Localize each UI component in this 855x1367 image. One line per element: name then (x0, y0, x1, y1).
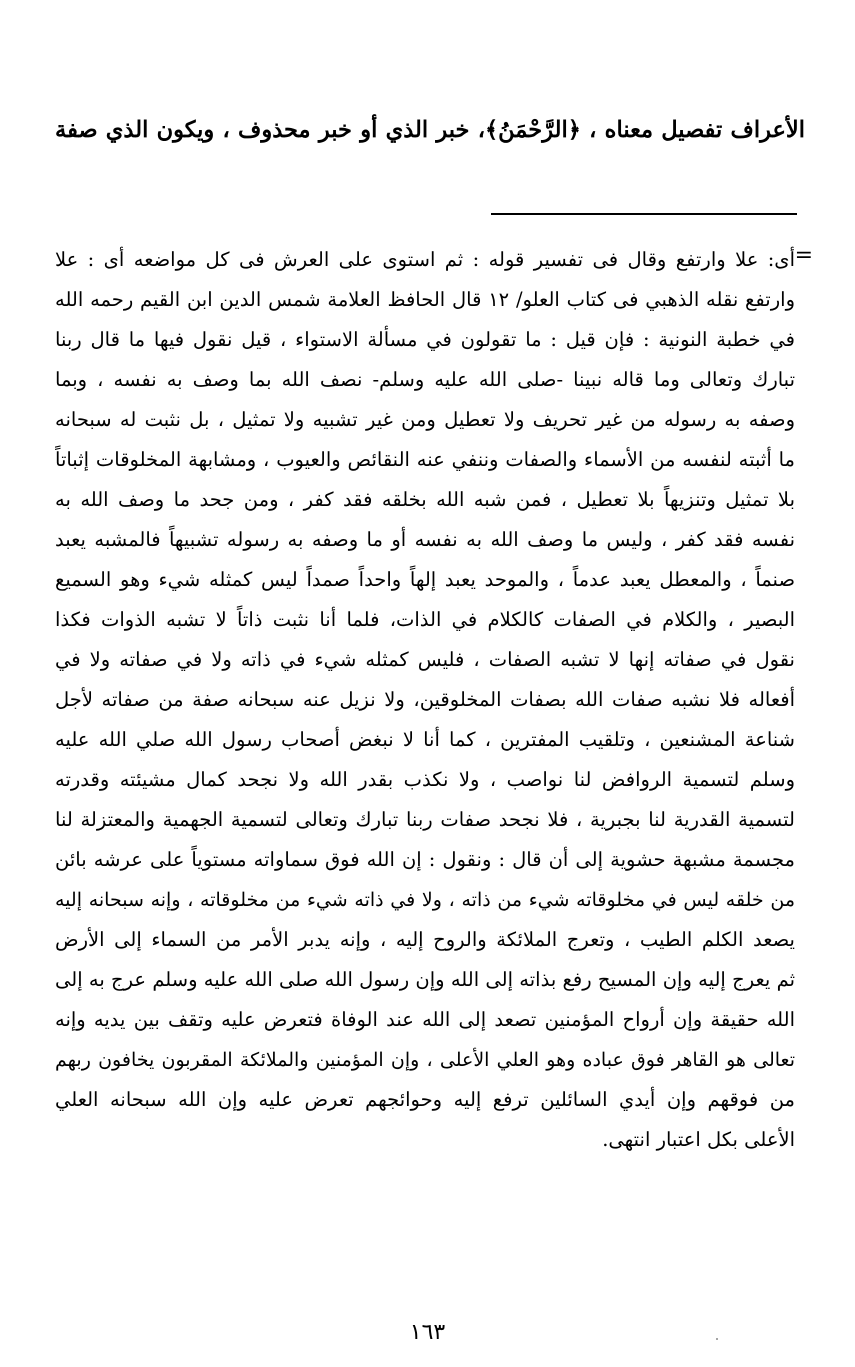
footnote-line: تعالى هو القاهر فوق عباده وهو العلي الأعلى ، وإن المؤمنين والملائكة المقربون يخافون ربهم (55, 1049, 795, 1071)
footnote-line: وارتفع نقله الذهبي فى كتاب العلو/ ١٢ قال الحافظ العلامة شمس الدين ابن القيم رحمه الله (55, 288, 795, 311)
footnote-line: أى: علا وارتفع وقال فى تفسير قوله : ثم استوى على العرش فى كل مواضعه أى : علا (55, 248, 795, 271)
footnote-line: وصفه به رسوله من غير تحريف ولا تعطيل ومن غير تشبيه ولا تمثيل ، بل نثبت له سبحانه (55, 408, 795, 431)
footnote-line: ما أثبته لنفسه من الأسماء والصفات وننفي عنه النقائص والعيوب ، ومشابهة المخلوقات إثباتاً (55, 448, 795, 471)
footnote-continuation-marker: = (794, 243, 813, 268)
quran-word: ﴿الرَّحْمَنُ﴾ (484, 117, 581, 143)
main-text-before: الأعراف تفصيل معناه ، (580, 117, 805, 143)
footnote-line: الأعلى بكل اعتبار انتهى. (602, 1128, 795, 1151)
main-text-line (55, 108, 805, 152)
footnote-separator-rule (491, 213, 797, 215)
footnote-line: من فوقهم وإن أيدي السائلين ترفع إليه وحوائجهم تعرض عليه وإن الله سبحانه العلي (55, 1088, 795, 1111)
footnote-line: لتسمية القدرية لنا بجبرية ، فلا نجحد صفات ربنا تبارك وتعالى لتسمية الجهمية والمعتزلة لنا (55, 808, 795, 831)
footnote-line: تبارك وتعالى وما قاله نبينا -صلى الله عليه وسلم- نصف الله بما وصف به نفسه ، وبما (55, 368, 795, 391)
footnote-line: أفعاله فلا نشبه صفات الله بصفات المخلوقين، ولا نزيل عنه سبحانه صفة من صفاته لأجل (55, 688, 795, 711)
footnote-line: صنماً ، والمعطل يعبد عدماً ، والموحد يعبد إلهاً واحداً صمداً ليس كمثله شيء وهو السميع (55, 568, 795, 591)
footnote-line: في خطبة النونية : فإن قيل : ما تقولون في مسألة الاستواء ، قيل نقول فيها ما قال ربنا (55, 328, 795, 351)
footnote-line: مجسمة مشبهة حشوية إلى أن قال : ونقول : إن الله فوق سماواته مستوياً على عرشه بائن (55, 848, 795, 871)
footnote-line: شناعة المشنعين ، وتلقيب المفترين ، كما أنا لا نبغض أصحاب رسول الله صلي الله عليه (55, 728, 795, 751)
main-text-after: ، خبر الذي أو خبر محذوف ، ويكون الذي صفة (55, 117, 485, 143)
footnote-line: يصعد الكلم الطيب ، وتعرج الملائكة والروح إليه ، وإنه يدبر الأمر من السماء إلى الأرض (55, 928, 795, 951)
footnote-line: ثم يعرج إليه وإن المسيح رفع بذاته إلى الله وإن رسول الله صلى الله عليه وسلم عرج به إلى (55, 968, 795, 991)
footnote-line: بلا تمثيل وتنزيهاً بلا تعطيل ، فمن شبه الله بخلقه فقد كفر ، ومن جحد ما وصف الله به (55, 488, 795, 511)
footnote-line: نفسه فقد كفر ، وليس ما وصف الله به نفسه أو ما وصفه به رسوله تشبيهاً فالمشبه يعبد (55, 528, 795, 551)
footnote-line: من خلقه ليس في مخلوقاته شيء من ذاته ، ولا في ذاته شيء من مخلوقاته ، وإنه سبحانه إليه (55, 889, 795, 911)
page-number: ١٦٣ (409, 1320, 446, 1345)
scan-speck (716, 1338, 718, 1340)
footnote-line: البصير ، والكلام في الصفات كالكلام في الذات، فلما أنا نثبت ذاتاً لا تشبه الذوات فكذا (55, 608, 795, 631)
footnote-line: نقول في صفاته إنها لا تشبه الصفات ، فليس كمثله شيء في ذاته ولا في صفاته ولا في (55, 648, 795, 671)
footnote-line: الله حقيقة وإن أرواح المؤمنين تصعد إلى الله عند الوفاة فتعرض عليه وتقف بين يديه وإنه (55, 1008, 795, 1031)
footnote-line: وسلم لتسمية الروافض لنا نواصب ، ولا نكذب بقدر الله ولا نجحد كمال مشيئته وقدرته (55, 768, 795, 791)
footnote-block (55, 240, 813, 1160)
